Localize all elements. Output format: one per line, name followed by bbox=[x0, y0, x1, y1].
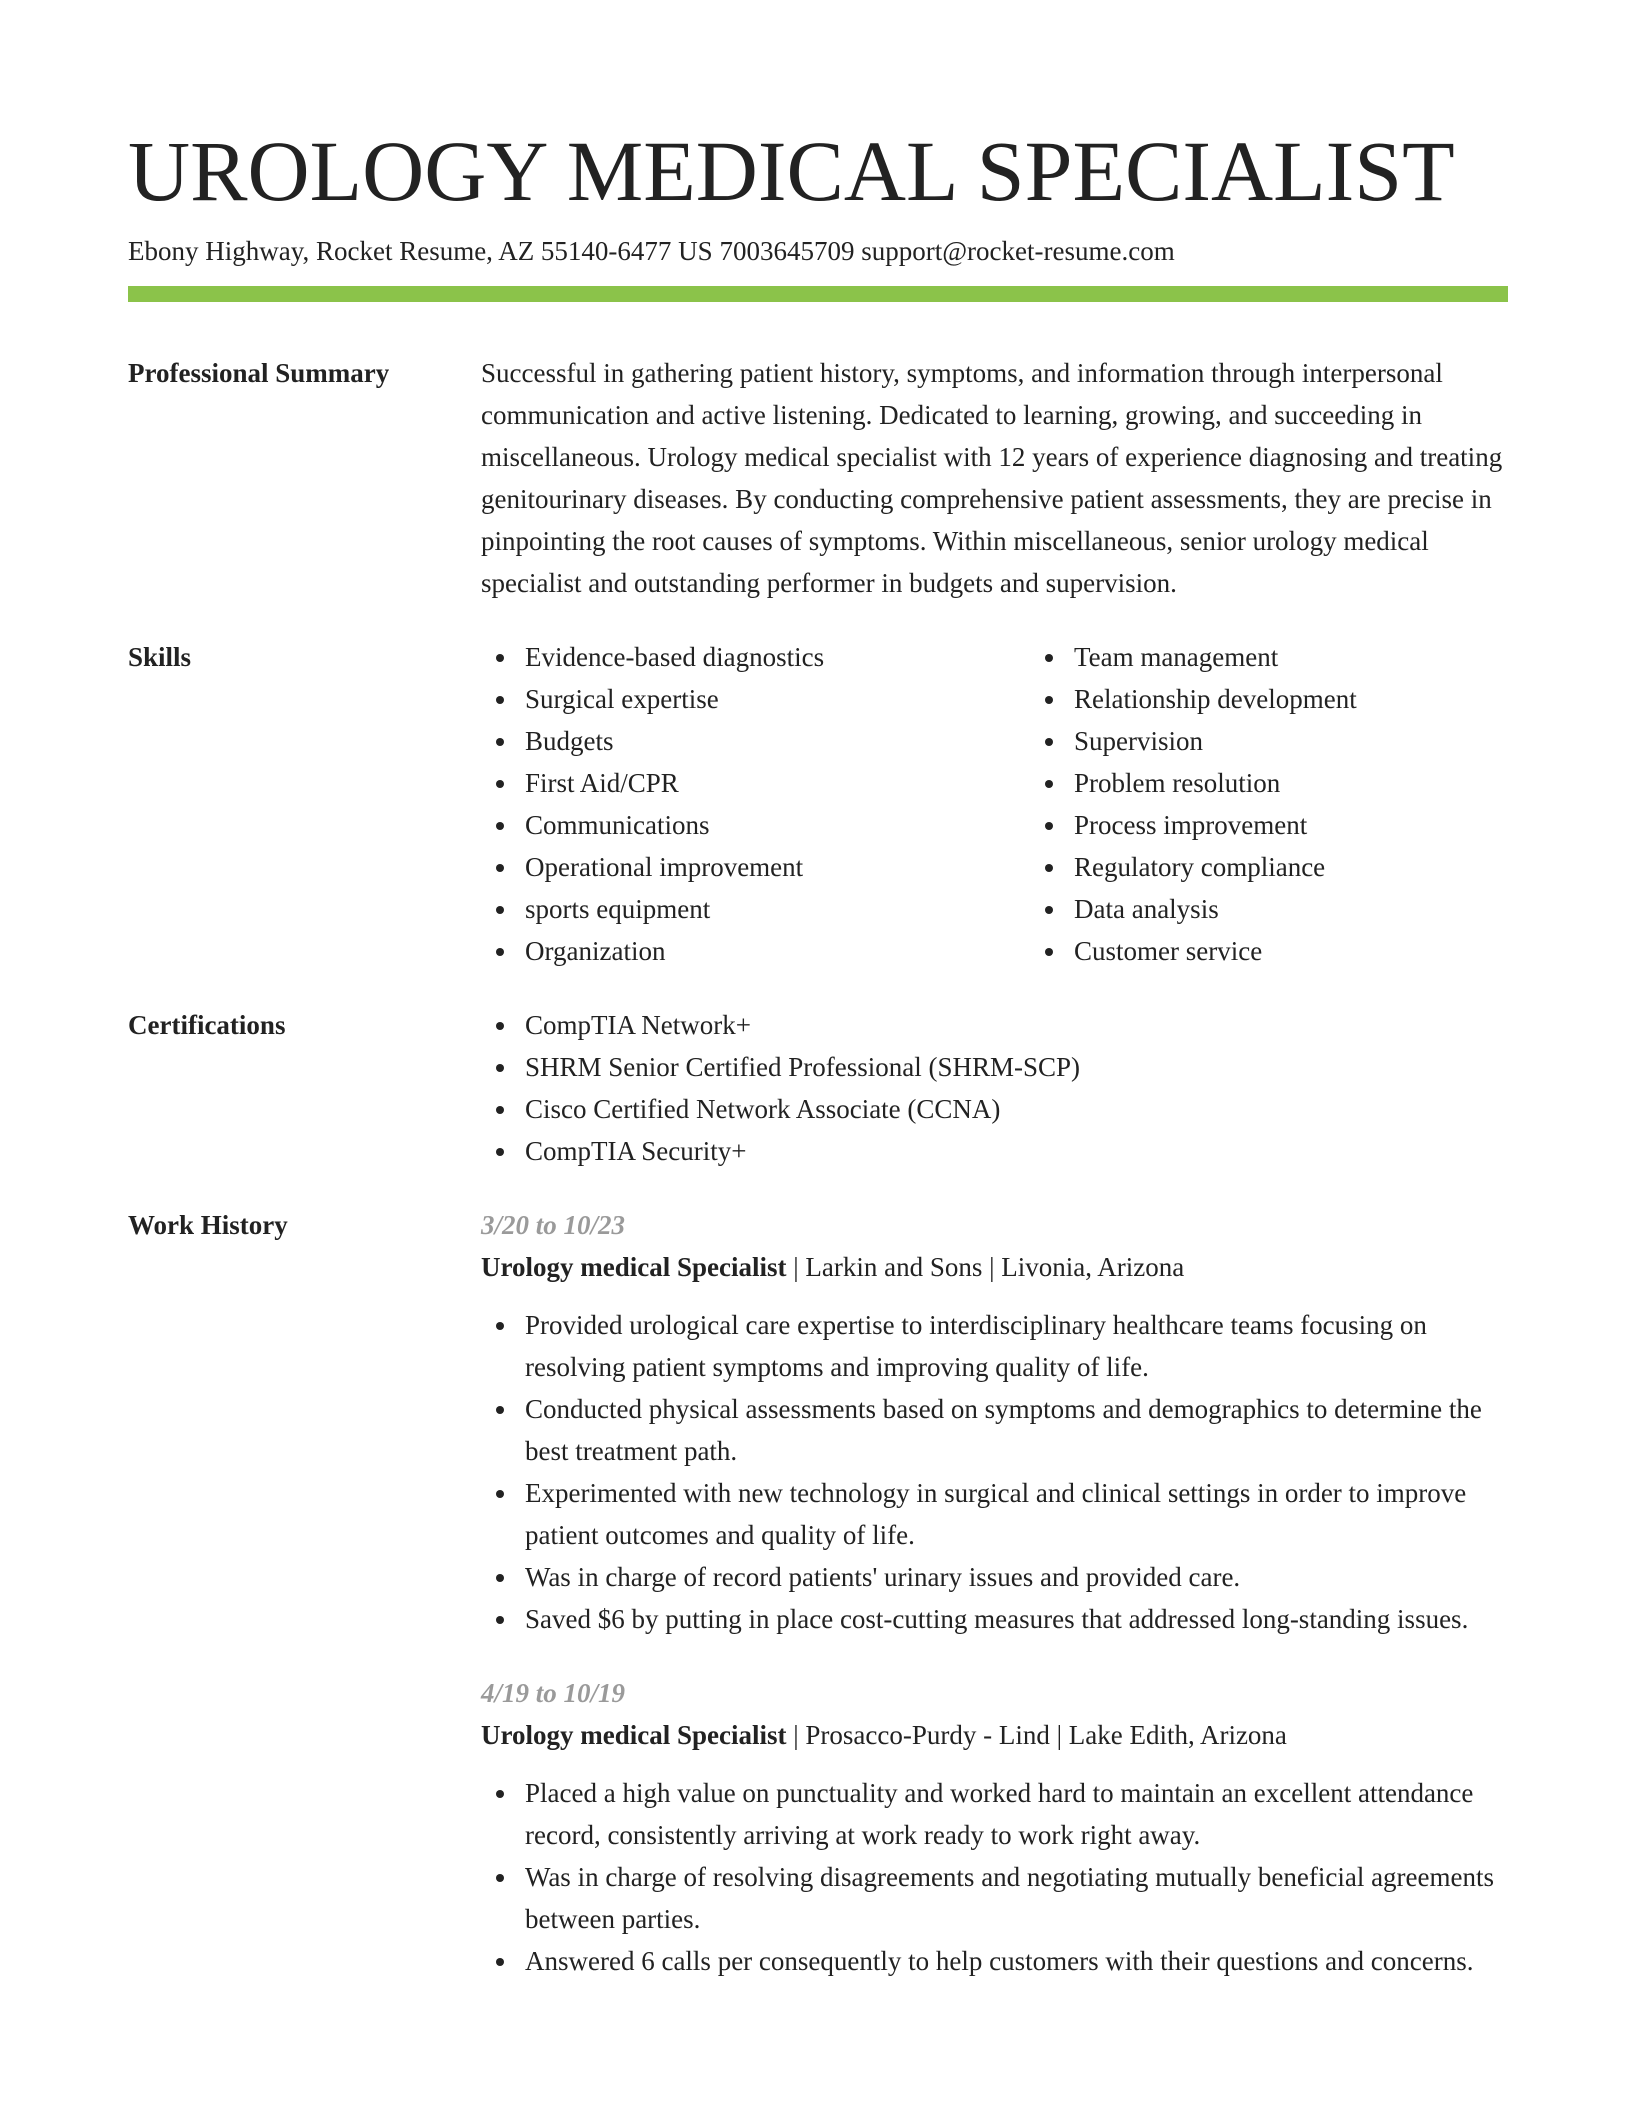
skill-item: Relationship development bbox=[1074, 678, 1579, 720]
summary-label: Professional Summary bbox=[128, 358, 390, 388]
summary-text: Successful in gathering patient history, symptoms, and information through interpersonal communication and active listening. Dedicated to learning, growing, and succeeding in miscellaneous. Urology medical specialist with 12 years of experience diagnosing and treating genitourinary diseases. By conducting comprehensive patient assessments, they are precise in pinpointing the root causes of symptoms. Within miscellaneous, senior urology medical specialist and outstanding performer in budgets and supervision. bbox=[481, 358, 1503, 598]
skill-item: Organization bbox=[525, 930, 1030, 972]
job-bullet: Was in charge of resolving disagreements and negotiating mutually beneficial agreements between parties. bbox=[525, 1856, 1508, 1940]
skill-item: Communications bbox=[525, 804, 1030, 846]
certification-item: CompTIA Security+ bbox=[525, 1130, 1508, 1172]
certifications-section bbox=[128, 1004, 1508, 1172]
resume-page bbox=[128, 118, 1508, 1982]
skill-item: Process improvement bbox=[1074, 804, 1579, 846]
certification-item: Cisco Certified Network Associate (CCNA) bbox=[525, 1088, 1508, 1130]
job-bullet: Saved $6 by putting in place cost-cutting measures that addressed long-standing issues. bbox=[525, 1598, 1508, 1640]
job-bullet: Provided urological care expertise to interdisciplinary healthcare teams focusing on resolving patient symptoms and improving quality of life. bbox=[525, 1304, 1508, 1388]
work-history-section bbox=[128, 1204, 1508, 1982]
summary-section bbox=[128, 352, 1508, 604]
skill-item: Problem resolution bbox=[1074, 762, 1579, 804]
job-bullets bbox=[481, 1304, 1508, 1640]
job-bullets bbox=[481, 1772, 1508, 1982]
skills-list-right bbox=[1030, 636, 1579, 972]
certifications-body bbox=[481, 1004, 1508, 1172]
job-dates: 4/19 to 10/19 bbox=[481, 1678, 626, 1708]
job-bullet: Experimented with new technology in surgical and clinical settings in order to improve patient outcomes and quality of life. bbox=[525, 1472, 1508, 1556]
certifications-list bbox=[481, 1004, 1508, 1172]
skill-item: Regulatory compliance bbox=[1074, 846, 1579, 888]
skills-columns bbox=[481, 636, 1579, 972]
job-title-line bbox=[481, 1246, 1508, 1288]
job-entry bbox=[481, 1672, 1508, 1982]
skill-item: sports equipment bbox=[525, 888, 1030, 930]
skill-item: First Aid/CPR bbox=[525, 762, 1030, 804]
job-bullet: Placed a high value on punctuality and worked hard to maintain an excellent attendance record, consistently arriving at work ready to work right away. bbox=[525, 1772, 1508, 1856]
job-entry bbox=[481, 1204, 1508, 1640]
skill-item: Budgets bbox=[525, 720, 1030, 762]
skill-item: Data analysis bbox=[1074, 888, 1579, 930]
job-bullet: Conducted physical assessments based on symptoms and demographics to determine the best treatment path. bbox=[525, 1388, 1508, 1472]
job-title: Urology medical Specialist bbox=[481, 1720, 787, 1750]
skills-section bbox=[128, 636, 1508, 972]
skill-item: Customer service bbox=[1074, 930, 1579, 972]
header-divider bbox=[128, 286, 1508, 302]
skill-item: Operational improvement bbox=[525, 846, 1030, 888]
job-dates: 3/20 to 10/23 bbox=[481, 1210, 626, 1240]
work-history-label: Work History bbox=[128, 1210, 288, 1240]
job-title: Urology medical Specialist bbox=[481, 1252, 787, 1282]
skill-item: Evidence-based diagnostics bbox=[525, 636, 1030, 678]
job-bullet: Was in charge of record patients' urinary issues and provided care. bbox=[525, 1556, 1508, 1598]
job-employer-location: | Prosacco-Purdy - Lind | Lake Edith, Arizona bbox=[786, 1720, 1287, 1750]
skills-list-left bbox=[481, 636, 1030, 972]
contact-line: Ebony Highway, Rocket Resume, AZ 55140-6477 US 7003645709 support@rocket-resume.com bbox=[128, 236, 1175, 266]
certifications-label: Certifications bbox=[128, 1010, 286, 1040]
resume-name-title: UROLOGY MEDICAL SPECIALIST bbox=[128, 123, 1455, 219]
skills-label: Skills bbox=[128, 642, 192, 672]
job-title-line bbox=[481, 1714, 1508, 1756]
skill-item: Surgical expertise bbox=[525, 678, 1030, 720]
skill-item: Supervision bbox=[1074, 720, 1579, 762]
skill-item: Team management bbox=[1074, 636, 1579, 678]
job-bullet: Answered 6 calls per consequently to help customers with their questions and concerns. bbox=[525, 1940, 1508, 1982]
job-employer-location: | Larkin and Sons | Livonia, Arizona bbox=[786, 1252, 1185, 1282]
certification-item: CompTIA Network+ bbox=[525, 1004, 1508, 1046]
work-history-body bbox=[481, 1204, 1508, 1982]
certification-item: SHRM Senior Certified Professional (SHRM-SCP) bbox=[525, 1046, 1508, 1088]
